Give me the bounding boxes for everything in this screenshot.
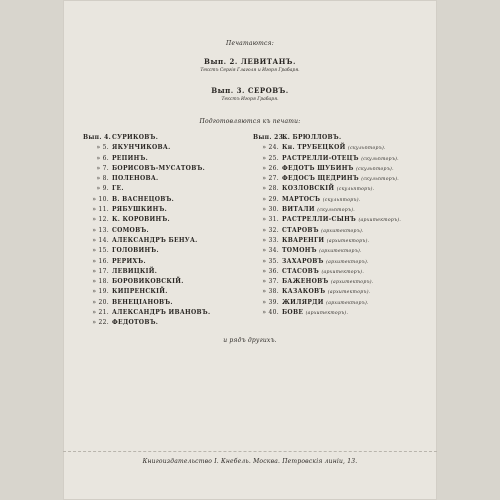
issue-number: » 16.: [92, 257, 109, 265]
list-item: [253, 287, 433, 297]
artist-name: ВИТАЛИ: [282, 206, 315, 214]
issue-number: » 36.: [262, 267, 279, 275]
list-item: [253, 308, 433, 318]
artist-name: БОВЕ: [282, 309, 304, 317]
right-page-edge: [437, 0, 500, 500]
list-item: [83, 318, 253, 328]
list-item: [83, 133, 253, 143]
issue-number: » 14.: [92, 236, 109, 244]
artist-name: БОРИСОВЪ-МУСАТОВЪ.: [112, 164, 206, 172]
list-item: [253, 143, 433, 153]
publisher-footer: Книгоиздательство I. Кнебель. Москва. Петровскія линіи, 13.: [142, 458, 358, 465]
issue-number: » 20.: [92, 298, 109, 306]
artist-role-note: (архитекторъ).: [326, 300, 369, 306]
artist-name: ФЕДОСЪ ЩЕДРИНЪ: [282, 175, 359, 183]
prepared-heading: Подготовляются къ печати:: [199, 118, 301, 125]
artist-name: КАЗАКОВЪ: [282, 288, 326, 296]
artist-name: ЯКУНЧИКОВА.: [112, 144, 171, 152]
issue-number: » 37.: [262, 278, 279, 286]
artist-name: ЗАХАРОВЪ: [282, 257, 324, 265]
issue-2-title: Вып. 2. ЛЕВИТАНЪ.: [204, 57, 296, 66]
artist-role-note: (скульпторъ).: [317, 208, 355, 214]
issue-number: » 18.: [92, 278, 109, 286]
artist-name: К. КОРОВИНЪ.: [112, 216, 170, 224]
issue-number: » 34.: [262, 247, 279, 255]
artist-name: КИПРЕНСКІЙ.: [112, 288, 168, 296]
list-item: [83, 195, 253, 205]
list-item: [253, 226, 433, 236]
artist-name: КВАРЕНГИ: [282, 236, 325, 244]
artist-role-note: (архитекторъ).: [358, 218, 402, 224]
artist-name: ФЕДОТЪ ШУБИНЪ: [282, 164, 354, 172]
artist-role-note: (архитекторъ).: [330, 280, 374, 286]
list-item: [83, 215, 253, 225]
closing-note: и рядъ другихъ.: [223, 337, 277, 344]
list-item: [253, 298, 433, 308]
list-item: [83, 298, 253, 308]
artist-name: В. ВАСНЕЦОВЪ.: [112, 195, 175, 203]
list-item: [83, 164, 253, 174]
list-item: [253, 215, 433, 225]
issue-number: » 28.: [262, 185, 279, 193]
issue-3-title: Вып. 3. СЕРОВЪ.: [211, 86, 289, 95]
issue-number: » 5.: [96, 144, 109, 152]
artist-name: КОЗЛОВСКІЙ: [282, 185, 335, 193]
list-item: [83, 236, 253, 246]
list-item: [83, 205, 253, 215]
artist-name: ФЕДОТОВЪ.: [112, 319, 159, 327]
artist-name: К. БРЮЛЛОВЪ.: [282, 134, 342, 141]
issue-number: » 19.: [92, 288, 109, 296]
artist-name: ТОМОНЪ: [282, 247, 317, 255]
document-page: [63, 0, 437, 500]
artist-role-note: (архитекторъ).: [326, 238, 370, 244]
artist-name: РАСТРЕЛЛИ-СЫНЪ: [282, 216, 357, 224]
artist-name: СУРИКОВЪ.: [112, 134, 159, 141]
artist-name: ГЕ.: [112, 185, 124, 193]
list-item: [83, 287, 253, 297]
list-item: [83, 308, 253, 318]
artist-name: РАСТРЕЛЛИ-ОТЕЦЪ: [282, 154, 359, 162]
list-item: [253, 267, 433, 277]
list-item: [83, 246, 253, 256]
list-item: [83, 154, 253, 164]
artist-role-note: (архитекторъ).: [326, 259, 369, 265]
list-item: [253, 154, 433, 164]
artist-name: РЕРИХЪ.: [112, 257, 146, 265]
artist-name: БАЖЕНОВЪ: [282, 278, 329, 286]
issue-number: » 17.: [92, 267, 109, 275]
artist-role-note: (архитекторъ).: [321, 228, 364, 234]
artist-name: СОМОВЪ.: [112, 226, 149, 234]
artist-role-note: (скульпторъ).: [361, 156, 399, 162]
issue-number: » 24.: [262, 144, 279, 152]
artist-name: МАРТОСЪ: [282, 195, 321, 203]
issue-number: » 30.: [262, 206, 279, 214]
issue-number: » 40.: [262, 309, 279, 317]
issue-number: » 35.: [262, 257, 279, 265]
list-item: [253, 257, 433, 267]
artist-role-note: (архитекторъ).: [319, 249, 362, 255]
artist-role-note: (архитекторъ).: [327, 290, 371, 296]
issue-number: » 29.: [262, 195, 279, 203]
list-item: [83, 184, 253, 194]
artist-role-note: (скульпторъ).: [356, 166, 394, 172]
list-item: [83, 174, 253, 184]
issue-number: Вып. 23.: [253, 134, 286, 141]
issue-number: » 9.: [96, 185, 109, 193]
list-item: [83, 277, 253, 287]
issue-number: » 10.: [92, 195, 109, 203]
list-item: [253, 133, 433, 143]
published-heading: Печатаются:: [226, 40, 274, 47]
list-item: [253, 184, 433, 194]
artist-role-note: (архитекторъ).: [321, 269, 365, 275]
issue-number: » 21.: [92, 309, 109, 317]
footer-rule: [63, 451, 437, 452]
artist-name: АЛЕКСАНДРЪ ИВАНОВЪ.: [112, 309, 211, 317]
left-page-edge: [0, 0, 63, 500]
artist-name: Кн. ТРУБЕЦКОЙ: [282, 144, 346, 152]
issue-number: » 22.: [92, 319, 109, 327]
prepared-list-left: [83, 133, 253, 329]
artist-name: СТАСОВЪ: [282, 267, 320, 275]
artist-role-note: (скульпторъ).: [348, 146, 386, 152]
list-item: [253, 236, 433, 246]
list-item: [253, 195, 433, 205]
issue-number: » 31.: [262, 216, 279, 224]
artist-name: ВЕНЕЦІАНОВЪ.: [112, 298, 173, 306]
artist-name: РЯБУШКИНЪ.: [112, 206, 168, 214]
issue-number: » 32.: [262, 226, 279, 234]
artist-name: ЖИЛЯРДИ: [282, 298, 324, 306]
artist-role-note: (скульпторъ).: [361, 177, 400, 183]
artist-role-note: (скульпторъ).: [336, 187, 375, 193]
list-item: [253, 174, 433, 184]
issue-number: » 25.: [262, 154, 279, 162]
issue-number: » 6.: [96, 154, 109, 162]
issue-number: Вып. 4.: [83, 134, 112, 141]
list-item: [83, 143, 253, 153]
list-item: [83, 267, 253, 277]
list-item: [253, 205, 433, 215]
artist-name: ГОЛОВИНЪ.: [112, 247, 159, 255]
artist-name: ЛЕВИЦКІЙ.: [112, 267, 158, 275]
artist-name: АЛЕКСАНДРЪ БЕНУА.: [112, 236, 198, 244]
artist-name: ПОЛЕНОВА.: [112, 175, 159, 183]
issue-number: » 33.: [262, 236, 279, 244]
issue-number: » 26.: [262, 164, 279, 172]
issue-number: » 38.: [262, 288, 279, 296]
issue-2-note: Текстъ Сергія Глаголя и Игоря Грабаря.: [200, 68, 300, 73]
list-item: [83, 257, 253, 267]
artist-role-note: (архитекторъ).: [305, 311, 349, 317]
list-item: [83, 226, 253, 236]
prepared-list-right: [253, 133, 433, 318]
issue-number: » 13.: [92, 226, 109, 234]
issue-number: » 15.: [92, 247, 109, 255]
issue-number: » 12.: [92, 216, 109, 224]
artist-name: РЕПИНЪ.: [112, 154, 149, 162]
artist-role-note: (скульпторъ).: [322, 197, 361, 203]
issue-3-note: Текстъ Игоря Грабаря.: [221, 97, 279, 102]
artist-name: БОРОВИКОВСКІЙ.: [112, 278, 184, 286]
list-item: [253, 164, 433, 174]
issue-number: » 7.: [96, 164, 109, 172]
list-item: [253, 277, 433, 287]
artist-name: СТАРОВЪ: [282, 226, 319, 234]
issue-number: » 11.: [92, 206, 109, 214]
issue-number: » 27.: [262, 175, 279, 183]
issue-number: » 8.: [96, 175, 109, 183]
issue-number: » 39.: [262, 298, 279, 306]
list-item: [253, 246, 433, 256]
